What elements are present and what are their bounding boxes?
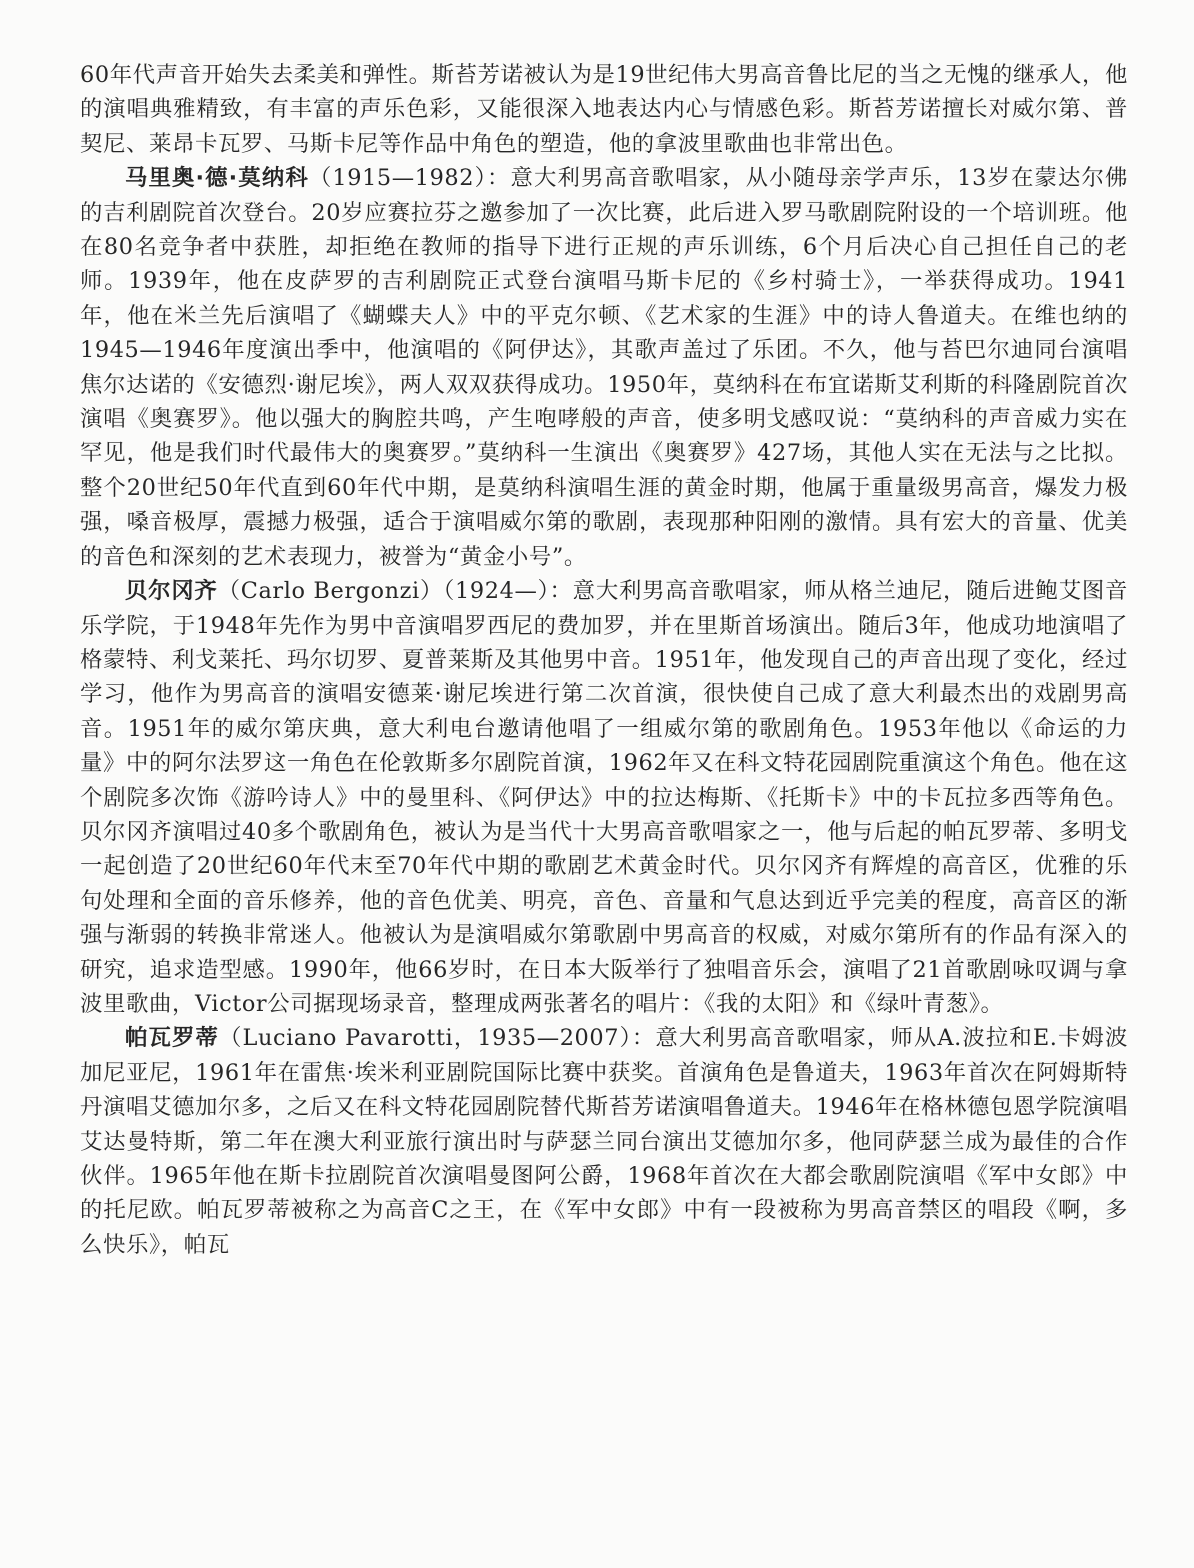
paragraph-del-monaco [80,161,1128,574]
singer-name-pavarotti: 帕瓦罗蒂 [125,1025,219,1052]
paragraph-text: 60年代声音开始失去柔美和弹性。斯苔芳诺被认为是19世纪伟大男高音鲁比尼的当之无愧的继承人，他的演唱典雅精致，有丰富的声乐色彩，又能很深入地表达内心与情感色彩。斯苔芳诺擅长对威尔第、普契尼、莱昂卡瓦罗、马斯卡尼等作品中角色的塑造，他的拿波里歌曲也非常出色。 [80,62,1128,157]
singer-name-del-monaco: 马里奥·德·莫纳科 [125,165,309,192]
paragraph-bergonzi [80,574,1128,1021]
paragraph-intro [80,58,1128,161]
singer-name-bergonzi: 贝尔冈齐 [125,578,218,605]
paragraph-text: （Luciano Pavarotti，1935—2007）：意大利男高音歌唱家，师从A.波拉和E.卡姆波加尼亚尼，1961年在雷焦·埃米利亚剧院国际比赛中获奖。首演角色是鲁道夫，1963年首次在阿姆斯特丹演唱艾德加尔多，之后又在科文特花园剧院替代斯苔芳诺演唱鲁道夫。1946年在格林德包恩学院演唱艾达曼特斯，第二年在澳大利亚旅行演出时与萨瑟兰同台演出艾德加尔多，他同萨瑟兰成为最佳的合作伙伴。1965年他在斯卡拉剧院首次演唱曼图阿公爵，1968年首次在大都会歌剧院演唱《军中女郎》中的托尼欧。帕瓦罗蒂被称之为高音C之王，在《军中女郎》中有一段被称为男高音禁区的唱段《啊，多么快乐》，帕瓦 [80,1025,1128,1258]
text-column [80,58,1128,1262]
paragraph-pavarotti [80,1021,1128,1262]
paragraph-text: （1915—1982）：意大利男高音歌唱家，从小随母亲学声乐，13岁在蒙达尔佛的吉利剧院首次登台。20岁应赛拉芬之邀参加了一次比赛，此后进入罗马歌剧院附设的一个培训班。他在80名竞争者中获胜，却拒绝在教师的指导下进行正规的声乐训练，6个月后决心自己担任自己的老师。1939年，他在皮萨罗的吉利剧院正式登台演唱马斯卡尼的《乡村骑士》，一举获得成功。1941年，他在米兰先后演唱了《蝴蝶夫人》中的平克尔顿、《艺术家的生涯》中的诗人鲁道夫。在维也纳的1945—1946年度演出季中，他演唱的《阿伊达》，其歌声盖过了乐团。不久，他与苔巴尔迪同台演唱焦尔达诺的《安德烈·谢尼埃》，两人双双获得成功。1950年，莫纳科在布宜诺斯艾利斯的科隆剧院首次演唱《奥赛罗》。他以强大的胸腔共鸣，产生咆哮般的声音，使多明戈感叹说：“莫纳科的声音威力实在罕见，他是我们时代最伟大的奥赛罗。”莫纳科一生演出《奥赛罗》427场，其他人实在无法与之比拟。整个20世纪50年代直到60年代中期，是莫纳科演唱生涯的黄金时期，他属于重量级男高音，爆发力极强，嗓音极厚，震撼力极强，适合于演唱威尔第的歌剧，表现那种阳刚的激情。具有宏大的音量、优美的音色和深刻的艺术表现力，被誉为“黄金小号”。 [80,165,1128,570]
paragraph-text: （Carlo Bergonzi）（1924—）：意大利男高音歌唱家，师从格兰迪尼，随后进鲍艾图音乐学院，于1948年先作为男中音演唱罗西尼的费加罗，并在里斯首场演出。随后3年，他成功地演唱了格蒙特、利戈莱托、玛尔切罗、夏普莱斯及其他男中音。1951年，他发现自己的声音出现了变化，经过学习，他作为男高音的演唱安德莱·谢尼埃进行第二次首演，很快使自己成了意大利最杰出的戏剧男高音。1951年的威尔第庆典，意大利电台邀请他唱了一组威尔第的歌剧角色。1953年他以《命运的力量》中的阿尔法罗这一角色在伦敦斯多尔剧院首演，1962年又在科文特花园剧院重演这个角色。他在这个剧院多次饰《游吟诗人》中的曼里科、《阿伊达》中的拉达梅斯、《托斯卡》中的卡瓦拉多西等角色。贝尔冈齐演唱过40多个歌剧角色，被认为是当代十大男高音歌唱家之一，他与后起的帕瓦罗蒂、多明戈一起创造了20世纪60年代末至70年代中期的歌剧艺术黄金时代。贝尔冈齐有辉煌的高音区，优雅的乐句处理和全面的音乐修养，他的音色优美、明亮，音色、音量和气息达到近乎完美的程度，高音区的渐强与渐弱的转换非常迷人。他被认为是演唱威尔第歌剧中男高音的权威，对威尔第所有的作品有深入的研究，追求造型感。1990年，他66岁时，在日本大阪举行了独唱音乐会，演唱了21首歌剧咏叹调与拿波里歌曲，Victor公司据现场录音，整理成两张著名的唱片：《我的太阳》和《绿叶青葱》。 [80,578,1128,1017]
